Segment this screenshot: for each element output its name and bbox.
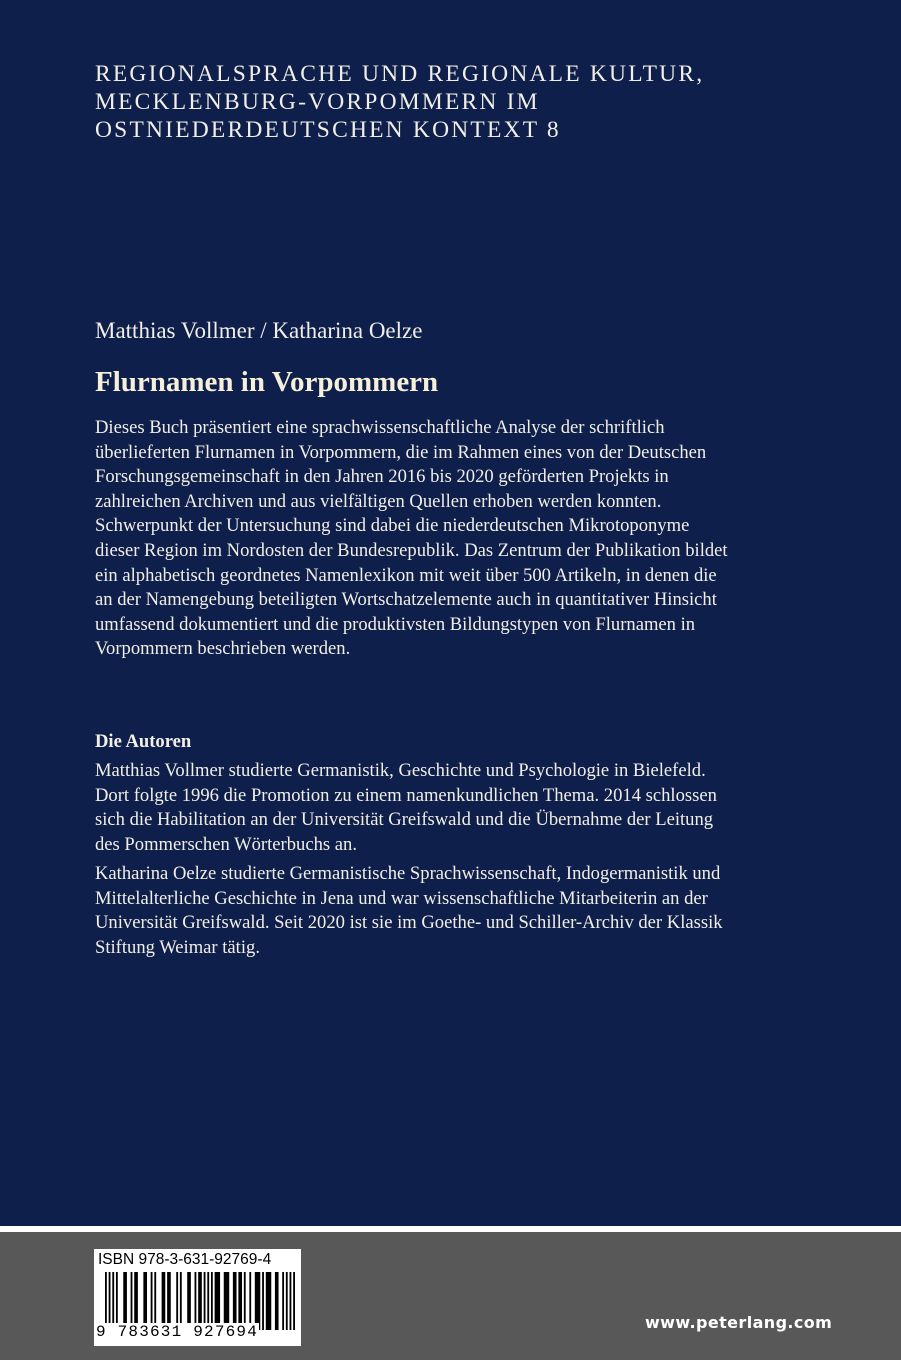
about-authors-heading: Die Autoren [95, 731, 192, 752]
blurb-line: dieser Region im Nordosten der Bundesrepublik. Das Zentrum der Publikation bildet [95, 539, 728, 561]
series-title [95, 60, 855, 144]
ean-digits [95, 1323, 259, 1341]
barcode-bar [162, 1272, 166, 1330]
barcode-bar [116, 1272, 118, 1330]
barcode-bar [211, 1272, 213, 1330]
bio-line: Katharina Oelze studierte Germanistische Sprachwissenschaft, Indogermanistik und [95, 863, 721, 884]
barcode-bar [187, 1272, 191, 1330]
blurb-line: überlieferten Flurnamen in Vorpommern, die im Rahmen eines von der Deutschen [95, 441, 707, 463]
blurb-line: Schwerpunkt der Untersuchung sind dabei die niederdeutschen Mikrotoponyme [95, 515, 690, 537]
bio-line: des Pommerschen Wörterbuchs an. [95, 833, 357, 855]
barcode-bar [151, 1272, 153, 1330]
barcode-bar [154, 1272, 156, 1330]
blurb-line: umfassend dokumentiert und die produktivsten Bildungstypen von Flurnamen in [95, 613, 696, 635]
barcode-bar [109, 1272, 111, 1330]
barcode-bar [204, 1272, 206, 1330]
barcode-bar [207, 1272, 209, 1330]
book-blurb [95, 416, 815, 662]
isbn-barcode [94, 1249, 301, 1346]
barcode-bar [176, 1272, 178, 1330]
bio-line: Matthias Vollmer studierte Germanistik, Geschichte und Psychologie in Bielefeld. [95, 760, 706, 781]
isbn-label: ISBN 978-3-631-92769-4 [98, 1251, 272, 1268]
barcode-bar [255, 1272, 260, 1330]
book-title: Flurnamen in Vorpommern [95, 366, 439, 398]
barcode-bar [282, 1272, 284, 1330]
barcode-bar [262, 1272, 264, 1330]
barcode-bar [275, 1272, 279, 1330]
bio-line: Mittelalterliche Geschichte in Jena und war wissenschaftliche Mitarbeiterin an der [95, 887, 708, 909]
blurb-line: an der Namengebung beteiligten Wortschatzelemente auch in quantitativer Hinsicht [95, 589, 717, 611]
barcode-bar [167, 1272, 171, 1330]
barcode-bar [105, 1272, 107, 1330]
author-bio-oelze [95, 862, 723, 960]
barcode-bar [123, 1272, 127, 1330]
bio-line: sich die Habilitation an der Universität Greifswald und die Übernahme der Leitung [95, 809, 714, 831]
barcode-bar [233, 1272, 237, 1330]
barcode-bar [286, 1272, 288, 1330]
barcode-bar [143, 1272, 147, 1330]
barcode-bar [238, 1272, 242, 1330]
barcode-bar [290, 1272, 292, 1330]
blurb-line: Vorpommern beschrieben werden. [95, 638, 351, 660]
blurb-line: ein alphabetisch geordnetes Namenlexikon mit weit über 500 Artikeln, in denen die [95, 564, 717, 586]
ean-number: 9 783631 927694 [96, 1323, 259, 1341]
series-line: OSTNIEDERDEUTSCHEN KONTEXT 8 [95, 117, 561, 143]
barcode-bar [180, 1272, 182, 1330]
barcode-bar [195, 1272, 197, 1330]
barcode-bar [215, 1272, 220, 1330]
blurb-line: Dieses Buch präsentiert eine sprachwissenschaftliche Analyse der schriftlich [95, 417, 665, 438]
barcode-bar [131, 1272, 133, 1330]
barcode-bar [134, 1272, 138, 1330]
barcode-bar [293, 1272, 295, 1330]
barcode-bar [244, 1272, 246, 1330]
bio-line: Universität Greifswald. Seit 2020 ist sie im Goethe- und Schiller-Archiv der Klassik [95, 912, 723, 934]
blurb-line: zahlreichen Archiven und aus vielfältigen Quellen erhoben werden konnten. [95, 490, 662, 512]
series-line: REGIONALSPRACHE UND REGIONALE KULTUR, [95, 61, 705, 87]
barcode-bar [249, 1272, 251, 1330]
barcode-bars [103, 1272, 297, 1330]
book-authors: Matthias Vollmer / Katharina Oelze [95, 318, 423, 343]
author-bio-vollmer [95, 759, 717, 857]
publisher-url: www.peterlang.com [645, 1313, 833, 1332]
bio-line: Stiftung Weimar tätig. [95, 936, 260, 958]
barcode-bar [198, 1272, 202, 1330]
bio-line: Dort folgte 1996 die Promotion zu einem namenkundlichen Thema. 2014 schlossen [95, 784, 717, 806]
series-line: MECKLENBURG-VORPOMMERN IM [95, 89, 540, 115]
barcode-bar [112, 1272, 114, 1330]
barcode-bar [266, 1272, 271, 1330]
barcode-bar [224, 1272, 229, 1330]
blurb-line: Forschungsgemeinschaft in den Jahren 2016 bis 2020 geförderten Projekts in [95, 466, 669, 488]
